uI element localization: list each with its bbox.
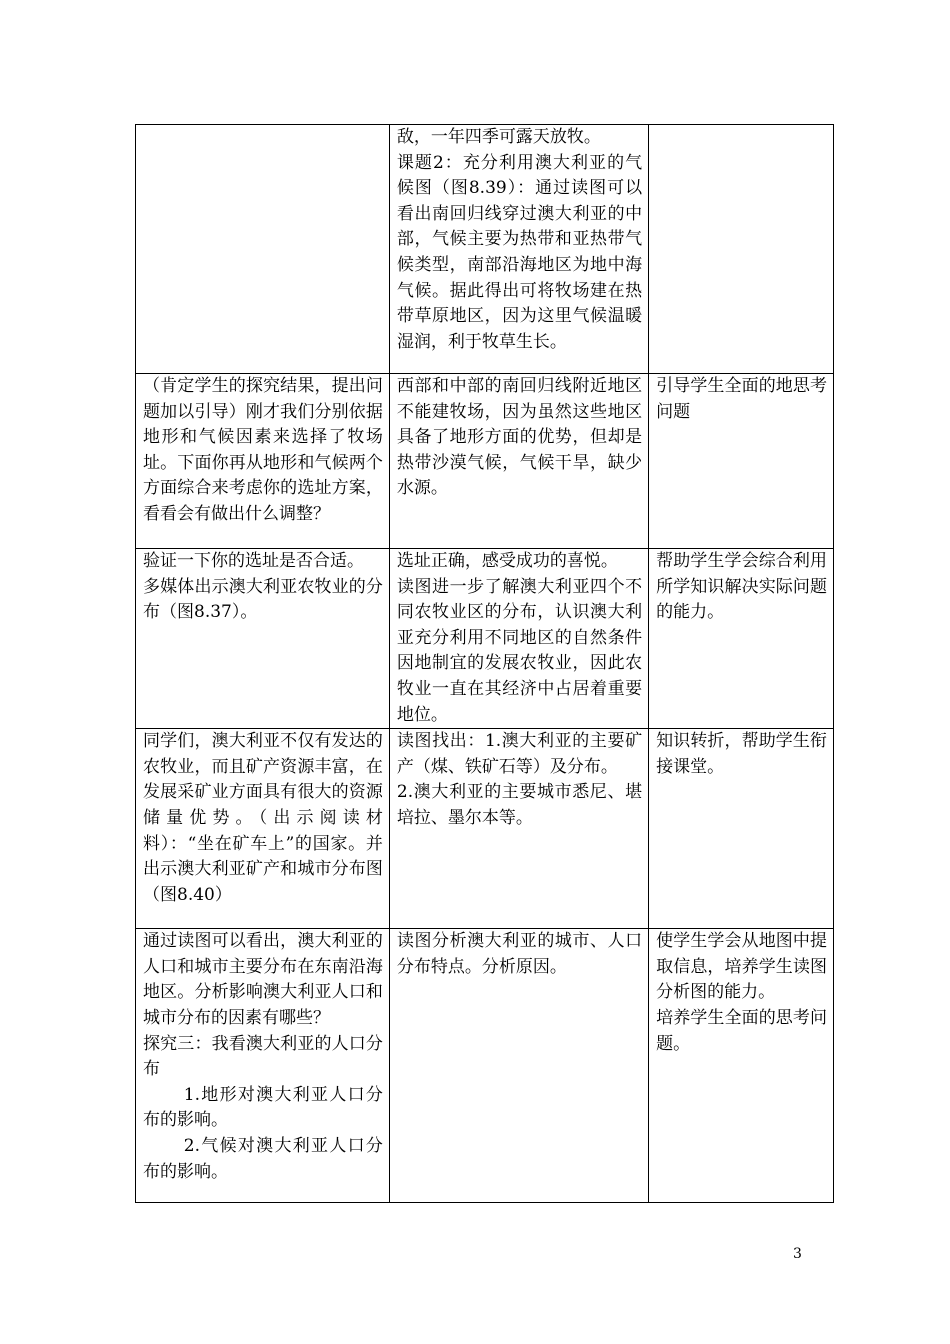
page-number: 3 xyxy=(793,1246,802,1262)
teacher-text: 探究三：我看澳大利亚的人口分布 xyxy=(143,1033,383,1080)
intent-text: 引导学生全面的地思考问题 xyxy=(656,376,827,422)
teacher-text: 通过读图可以看出，澳大利亚的人口和城市主要分布在东南沿海地区。分析影响澳大利亚人口和城市分布的因素有哪些？ xyxy=(143,931,383,1028)
student-activity-cell xyxy=(389,549,648,729)
student-activity-cell xyxy=(389,125,648,374)
student-activity-cell xyxy=(389,929,648,1203)
teacher-text-indented: 2.气候对澳大利亚人口分布的影响。 xyxy=(143,1135,383,1182)
teacher-text: 多媒体出示澳大利亚农牧业的分布（图8.37）。 xyxy=(143,576,383,623)
table-row xyxy=(136,549,834,729)
teacher-text: 验证一下你的选址是否合适。 xyxy=(143,551,364,571)
teacher-activity-cell xyxy=(136,374,390,549)
teacher-text: 同学们，澳大利亚不仅有发达的农牧业，而且矿产资源丰富，在发展采矿业方面具有很大的资源储量优势。（出示阅读材料）：“坐在矿车上”的国家。并出示澳大利亚矿产和城市分布图（图8.40） xyxy=(143,731,383,905)
teacher-activity-cell xyxy=(136,125,390,374)
teacher-text-indented: 1.地形对澳大利亚人口分布的影响。 xyxy=(143,1084,383,1131)
design-intent-cell xyxy=(649,929,834,1203)
teacher-text: （肯定学生的探究结果，提出问题加以引导）刚才我们分别依据地形和气候因素来选择了牧场址。下面你再从地形和气候两个方面综合来考虑你的选址方案，看看会有做出什么调整？ xyxy=(143,376,383,524)
design-intent-cell xyxy=(649,549,834,729)
intent-text: 使学生学会从地图中提取信息，培养学生读图分析图的能力。 xyxy=(656,931,827,1003)
teacher-activity-cell xyxy=(136,729,390,929)
student-activity-cell xyxy=(389,374,648,549)
student-text: 读图找出：1.澳大利亚的主要矿产（煤、铁矿石等）及分布。 xyxy=(396,731,643,777)
lesson-plan-table xyxy=(135,124,834,1203)
intent-text: 帮助学生学会综合利用所学知识解决实际问题的能力。 xyxy=(656,551,827,623)
teacher-activity-cell xyxy=(136,549,390,729)
student-text: 读图分析澳大利亚的城市、人口分布特点。分析原因。 xyxy=(396,931,643,977)
table-row xyxy=(136,729,834,929)
student-text: 2.澳大利亚的主要城市悉尼、堪培拉、墨尔本等。 xyxy=(396,782,643,828)
design-intent-cell xyxy=(649,729,834,929)
design-intent-cell xyxy=(649,125,834,374)
student-text: 读图进一步了解澳大利亚四个不同农牧业区的分布，认识澳大利亚充分利用不同地区的自然条件因地制宜的发展农牧业，因此农牧业一直在其经济中占居着重要地位。 xyxy=(396,576,643,725)
intent-text: 知识转折，帮助学生衔接课堂。 xyxy=(656,731,827,777)
teacher-activity-cell xyxy=(136,929,390,1203)
intent-text: 培养学生全面的思考问题。 xyxy=(656,1007,827,1054)
table-row xyxy=(136,125,834,374)
design-intent-cell xyxy=(649,374,834,549)
student-text: 选址正确，感受成功的喜悦。 xyxy=(396,551,618,571)
student-text: 敌，一年四季可露天放牧。 xyxy=(396,127,601,147)
student-text: 西部和中部的南回归线附近地区不能建牧场，因为虽然这些地区具备了地形方面的优势，但却是热带沙漠气候，气候干旱，缺少水源。 xyxy=(396,376,643,499)
student-activity-cell xyxy=(389,729,648,929)
table-row xyxy=(136,374,834,549)
student-text: 课题2：充分利用澳大利亚的气候图（图8.39）：通过读图可以看出南回归线穿过澳大利亚的中部，气候主要为热带和亚热带气候类型，南部沿海地区为地中海气候。据此得出可将牧场建在热带草原地区，因为这里气候温暖湿润，利于牧草生长。 xyxy=(396,152,643,352)
table-row xyxy=(136,929,834,1203)
